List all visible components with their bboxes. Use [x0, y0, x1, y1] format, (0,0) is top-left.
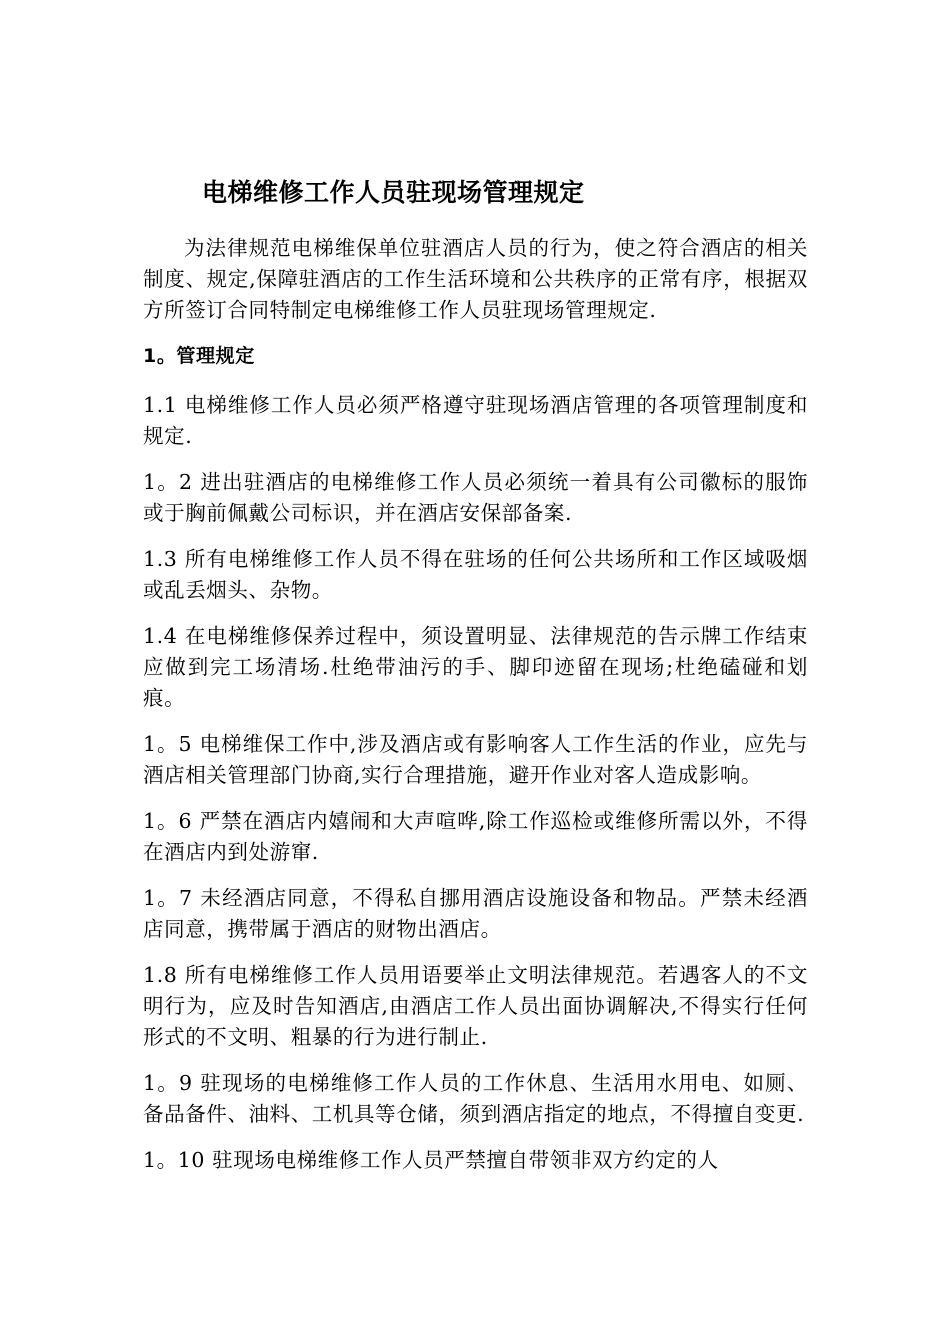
rule-item-1-2: 1。2 进出驻酒店的电梯维修工作人员必须统一着具有公司徽标的服饰或于胸前佩戴公司标识，并在酒店安保部备案. — [143, 470, 808, 525]
rule-item-1-10: 1。10 驻现场电梯维修工作人员严禁擅自带领非双方约定的人 — [143, 1148, 719, 1172]
intro-paragraph: 为法律规范电梯维保单位驻酒店人员的行为，使之符合酒店的相关制度、规定,保障驻酒店的工作生活环境和公共秩序的正常有序，根据双方所签订合同特制定电梯维修工作人员驻现场管理规定. — [143, 236, 808, 322]
section-heading: 1。管理规定 — [143, 345, 255, 367]
rule-item-1-6: 1。6 严禁在酒店内嬉闹和大声喧哗,除工作巡检或维修所需以外，不得在酒店内到处游窜. — [143, 809, 808, 864]
rule-item-1-3: 1.3 所有电梯维修工作人员不得在驻场的任何公共场所和工作区域吸烟或乱丢烟头、杂物。 — [143, 547, 808, 602]
rule-item-1-1: 1.1 电梯维修工作人员必须严格遵守驻现场酒店管理的各项管理制度和规定. — [143, 393, 808, 448]
rule-item-1-5: 1。5 电梯维保工作中,涉及酒店或有影响客人工作生活的作业，应先与酒店相关管理部门协商,实行合理措施，避开作业对客人造成影响。 — [143, 732, 808, 787]
document-body — [143, 233, 808, 1191]
rule-item-1-4: 1.4 在电梯维修保养过程中，须设置明显、法律规范的告示牌工作结束应做到完工场清场.杜绝带油污的手、脚印迹留在现场;杜绝磕碰和划痕。 — [143, 624, 808, 710]
document-title: 电梯维修工作人员驻现场管理规定 — [202, 178, 585, 207]
rule-item-1-9: 1。9 驻现场的电梯维修工作人员的工作休息、生活用水用电、如厕、备品备件、油料、工机具等仓储，须到酒店指定的地点，不得擅自变更. — [143, 1071, 808, 1126]
rule-item-1-8: 1.8 所有电梯维修工作人员用语要举止文明法律规范。若遇客人的不文明行为，应及时告知酒店,由酒店工作人员出面协调解决,不得实行任何形式的不文明、粗暴的行为进行制止. — [143, 963, 808, 1049]
rule-item-1-7: 1。7 未经酒店同意，不得私自挪用酒店设施设备和物品。严禁未经酒店同意，携带属于酒店的财物出酒店。 — [143, 886, 808, 941]
